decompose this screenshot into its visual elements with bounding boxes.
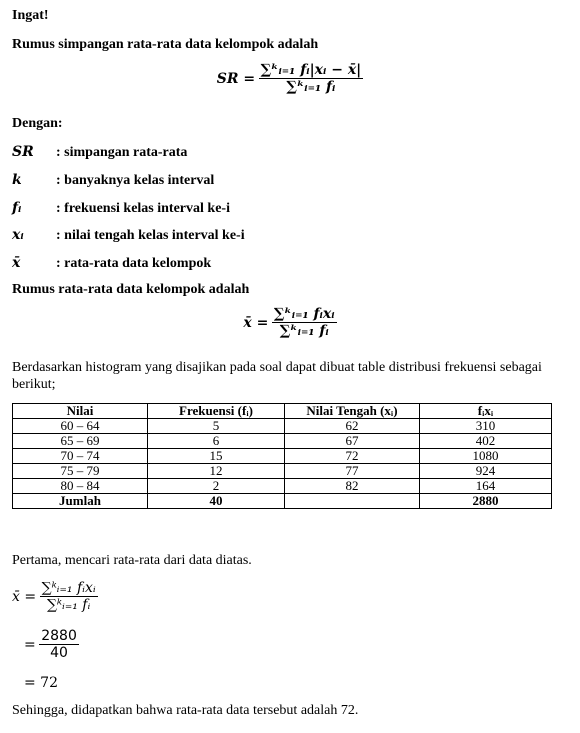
table-cell: Jumlah [13,494,148,509]
calc-numerator: ∑ᵏᵢ₌₁ fᵢxᵢ [41,580,96,596]
calc-step-3: = 72 [24,675,58,691]
table-total-row [13,494,552,509]
table-cell: 80 – 84 [13,479,148,494]
calc-step2-numerator: 2880 [41,628,77,644]
table-cell: 70 – 74 [13,449,148,464]
table-header-row [13,404,552,419]
definition-text: : frekuensi kelas interval ke-i [56,201,230,216]
definition-symbol: xᵢ [12,227,24,243]
formula-mean [12,306,568,339]
table-row [13,479,552,494]
table-cell: 67 [285,434,420,449]
calc-denominator: ∑ᵏᵢ₌₁ fᵢ [46,597,91,613]
calc-step-1 [12,580,98,613]
formula-sr-numerator: ∑ᵏᵢ₌₁ fᵢ|xᵢ − x̄| [260,62,362,78]
calc-step2-fraction [39,628,79,661]
table-row [13,419,552,434]
table-cell: 12 [148,464,285,479]
formula-mean-lhs: x̄ = [243,314,269,331]
formula-sr-fraction [259,62,364,95]
definition-item [12,227,245,244]
definition-text: : simpangan rata-rata [56,145,188,160]
table-cell: 2 [148,479,285,494]
table-cell: 82 [285,479,420,494]
conclusion-text: Sehingga, didapatkan bahwa rata-rata data tersebut adalah 72. [12,703,359,718]
table-cell: 40 [148,494,285,509]
table-cell: 72 [285,449,420,464]
definition-symbol: fᵢ [12,200,22,216]
table-cell: 60 – 64 [13,419,148,434]
definition-item [12,172,214,189]
table-header-cell: Nilai Tengah (xᵢ) [285,404,420,419]
definition-symbol: k [12,172,22,188]
definition-item [12,255,211,272]
table-cell: 924 [420,464,552,479]
table-cell: 310 [420,419,552,434]
formula-sr-title: Rumus simpangan rata-rata data kelompok adalah [12,37,319,52]
definition-text: : rata-rata data kelompok [56,256,212,271]
calc-step-2 [24,628,79,661]
table-row [13,449,552,464]
definition-item [12,144,187,161]
table-cell: 62 [285,419,420,434]
intro-paragraph: Berdasarkan histogram yang disajikan pada soal dapat dibuat table distribusi frekuensi sebagai berikut; [12,360,542,392]
table-cell: 75 – 79 [13,464,148,479]
formula-sr-denominator: ∑ᵏᵢ₌₁ fᵢ [286,79,336,95]
table-cell: 164 [420,479,552,494]
table-cell: 5 [148,419,285,434]
formula-mean-fraction [272,306,337,339]
heading: Ingat! [12,8,49,23]
table-cell: 15 [148,449,285,464]
table-cell [285,494,420,509]
definition-item [12,200,230,217]
calc-step2-eq: = [24,636,36,653]
formula-sr [12,62,568,95]
table-header-cell: fᵢxᵢ [420,404,552,419]
dengan-label: Dengan: [12,116,63,131]
table-row [13,434,552,449]
frequency-table [12,403,552,509]
definition-text: : nilai tengah kelas interval ke-i [56,228,245,243]
table-cell: 65 – 69 [13,434,148,449]
table-cell: 6 [148,434,285,449]
calc-fraction [40,580,98,613]
table-cell: 1080 [420,449,552,464]
formula-mean-denominator: ∑ᵏᵢ₌₁ fᵢ [279,323,329,339]
formula-mean-numerator: ∑ᵏᵢ₌₁ fᵢxᵢ [273,306,335,322]
table-cell: 2880 [420,494,552,509]
definition-symbol: SR [12,144,34,160]
definition-symbol: x̄ [12,255,21,271]
formula-sr-lhs: SR = [216,70,256,87]
table-row [13,464,552,479]
calc-step2-denominator: 40 [50,645,68,661]
table-header-cell: Nilai [13,404,148,419]
step-text: Pertama, mencari rata-rata dari data diatas. [12,553,252,568]
table-header-cell: Frekuensi (fᵢ) [148,404,285,419]
formula-mean-title: Rumus rata-rata data kelompok adalah [12,282,250,297]
table-cell: 402 [420,434,552,449]
calc-lhs: x̄ = [12,588,37,605]
definition-text: : banyaknya kelas interval [56,173,215,188]
table-cell: 77 [285,464,420,479]
